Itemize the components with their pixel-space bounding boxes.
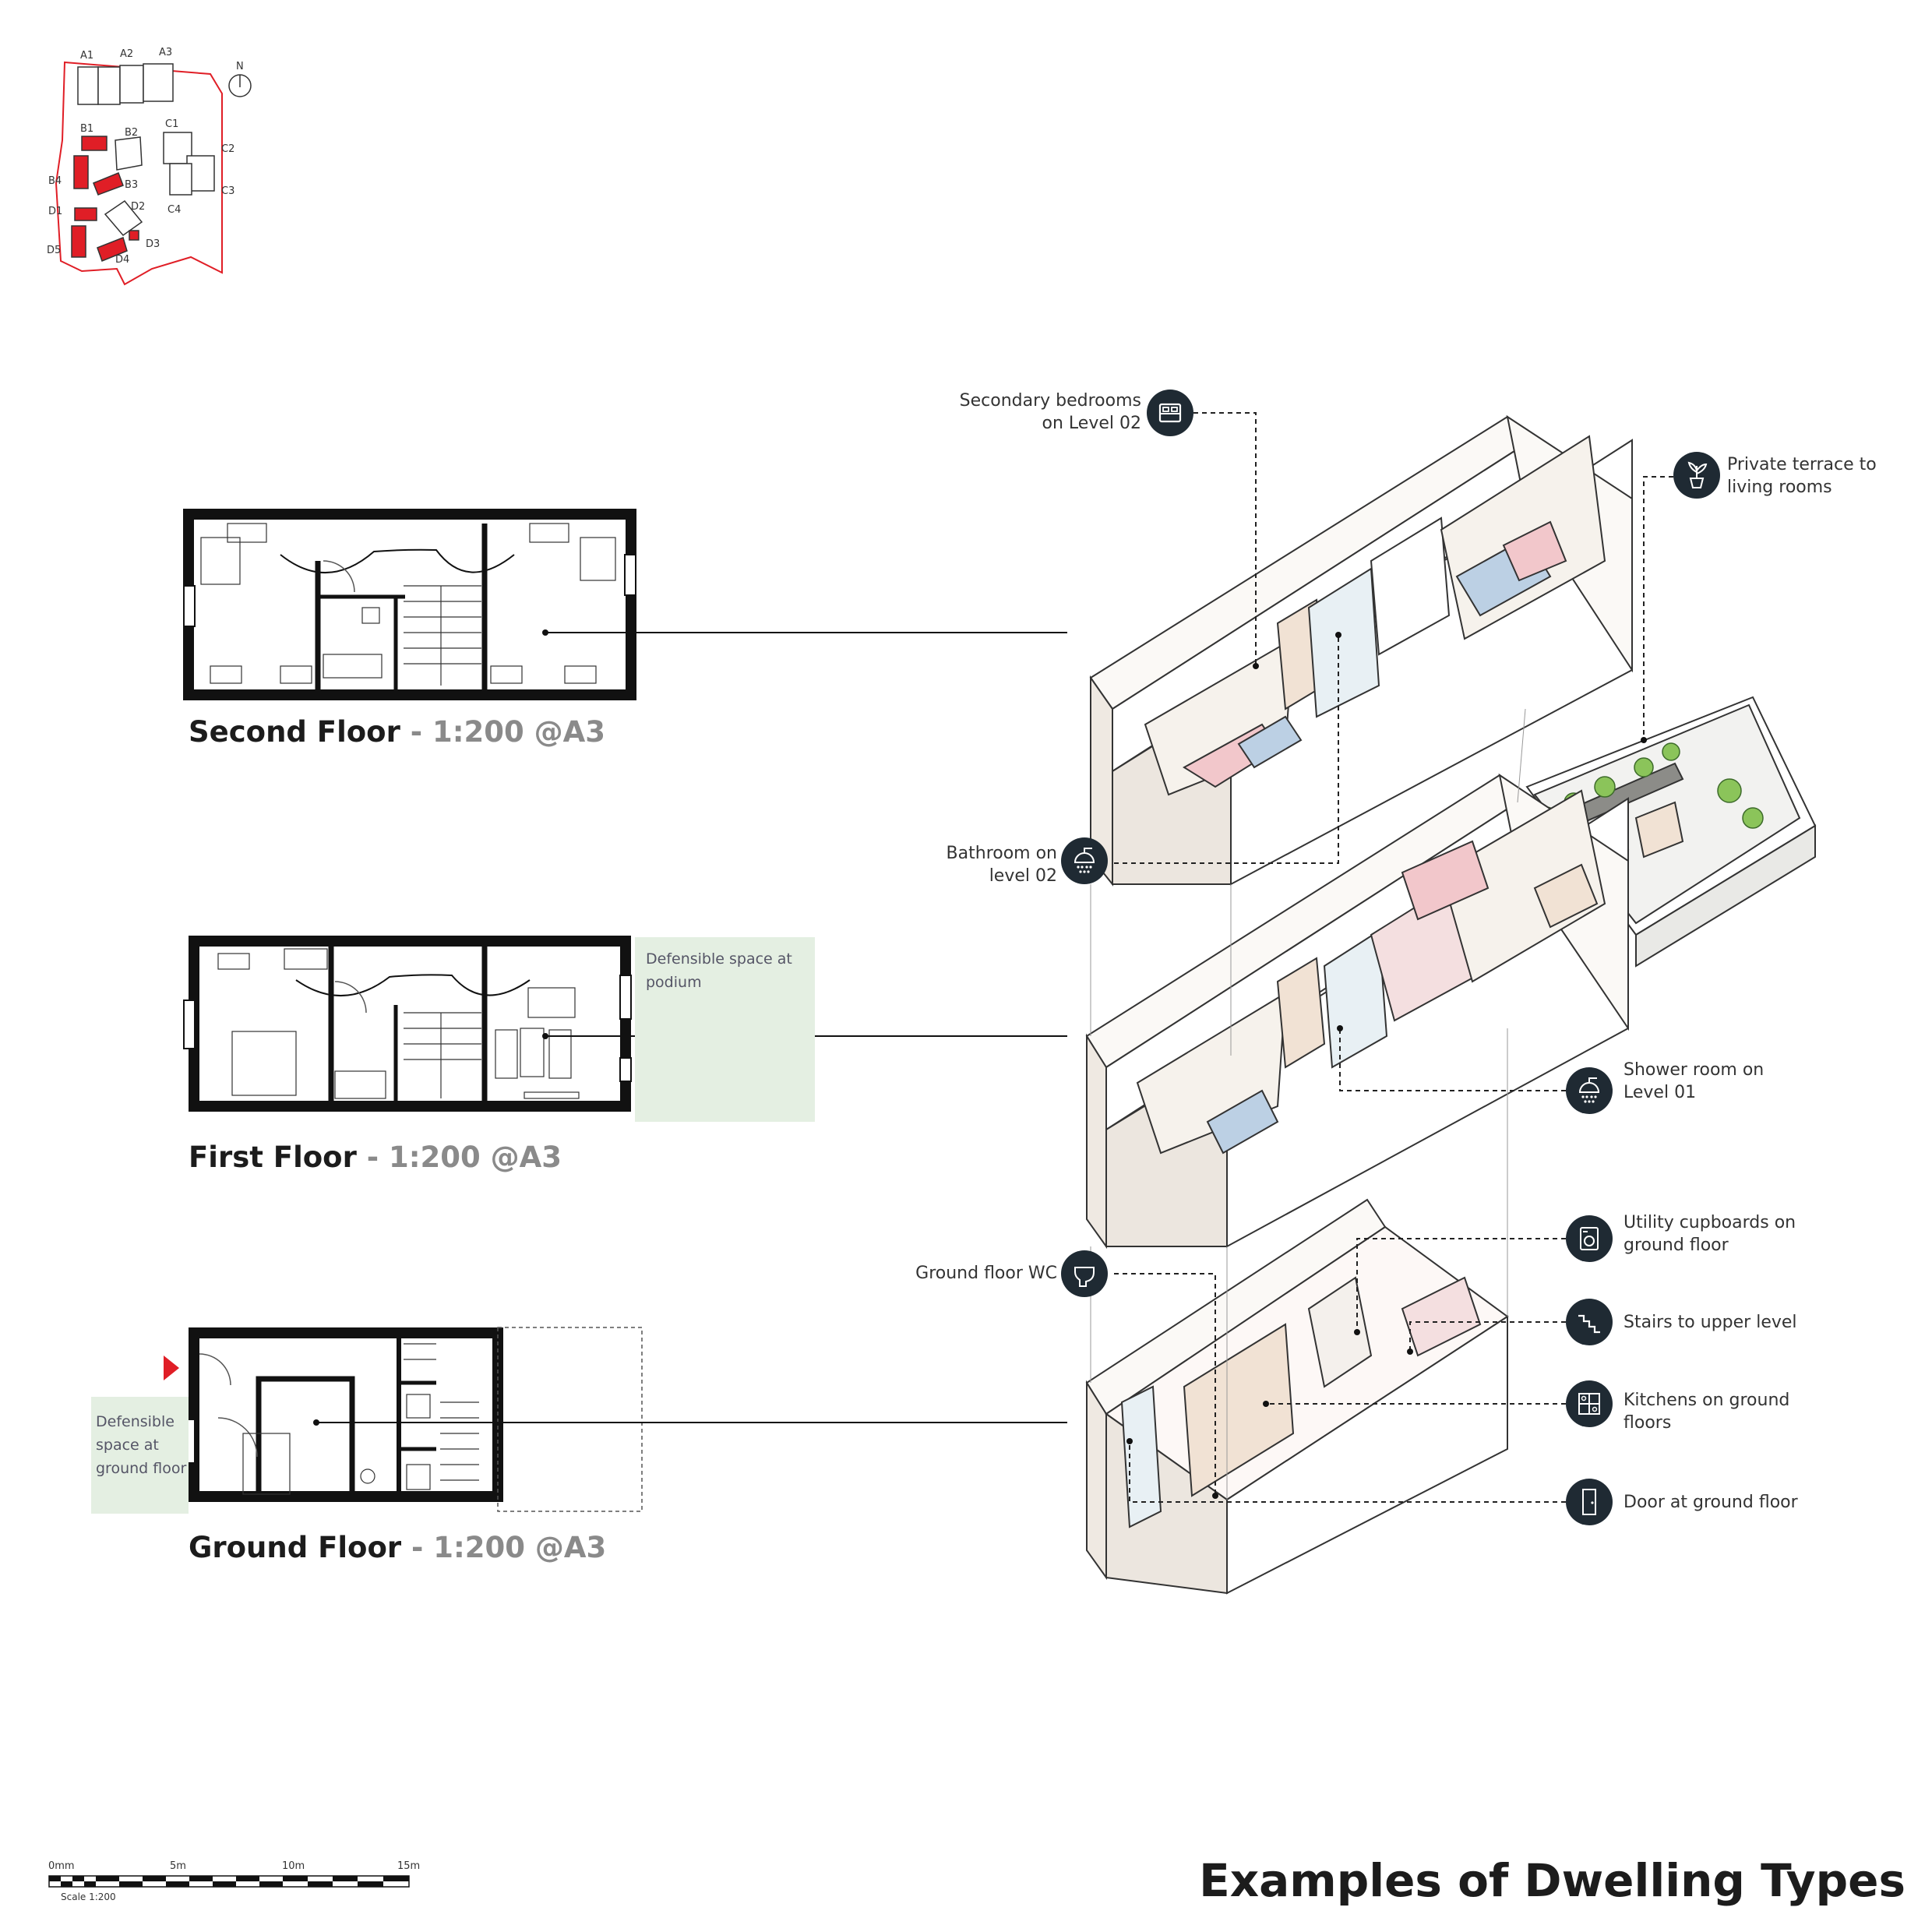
toilet-icon — [1061, 1250, 1108, 1297]
block-label-c2: C2 — [221, 143, 235, 155]
block-label-c4: C4 — [167, 204, 182, 216]
callout-private-terrace: Private terrace to living rooms — [1727, 455, 1877, 497]
callout-utility: Utility cupboards on ground floor — [1624, 1213, 1796, 1255]
block-label-a1: A1 — [80, 50, 94, 62]
bed-icon — [1147, 390, 1193, 436]
scale-tick-0: 0mm — [48, 1860, 75, 1872]
block-label-b2: B2 — [125, 127, 139, 139]
block-label-d3: D3 — [146, 238, 160, 250]
block-label-b4: B4 — [48, 175, 62, 187]
scale-tick-10: 10m — [282, 1860, 305, 1872]
shower-icon — [1566, 1067, 1613, 1114]
block-label-c3: C3 — [221, 185, 235, 197]
isometric-ground-floor — [1087, 1200, 1507, 1593]
first-floor-plan — [184, 941, 1067, 1106]
page-title: Examples of Dwelling Types — [1199, 1854, 1906, 1907]
north-label: N — [236, 61, 244, 72]
callout-bathroom: Bathroom on level 02 — [946, 844, 1057, 886]
block-label-a2: A2 — [120, 48, 134, 60]
door-icon — [1566, 1479, 1613, 1525]
shower-icon — [1061, 837, 1108, 884]
first-floor-title: First Floor - 1:200 @A3 — [189, 1141, 562, 1174]
ground-floor-plan — [164, 1327, 1067, 1511]
block-label-d4: D4 — [115, 254, 130, 266]
defensible-ground-label: Defensible space at ground floor — [96, 1413, 187, 1477]
plant-icon — [1673, 452, 1720, 499]
block-label-d2: D2 — [131, 201, 146, 213]
second-floor-title: Second Floor - 1:200 @A3 — [189, 715, 606, 749]
callout-door: Door at ground floor — [1624, 1493, 1798, 1512]
entrance-arrow-icon — [164, 1356, 179, 1380]
washing-machine-icon — [1566, 1215, 1613, 1262]
ground-floor-title: Ground Floor - 1:200 @A3 — [189, 1531, 607, 1564]
block-label-b3: B3 — [125, 179, 139, 191]
block-label-d1: D1 — [48, 206, 63, 217]
defensible-podium-label: Defensible space at podium — [646, 950, 792, 991]
scale-tick-5: 5m — [170, 1860, 186, 1872]
callout-stairs: Stairs to upper level — [1624, 1313, 1797, 1332]
block-label-a3: A3 — [159, 47, 173, 58]
scale-bar — [49, 1876, 409, 1887]
key-plan — [56, 62, 251, 284]
block-label-b1: B1 — [80, 123, 94, 135]
block-label-d5: D5 — [47, 245, 62, 256]
callout-secondary-bedrooms: Secondary bedrooms on Level 02 — [959, 391, 1141, 433]
callout-ground-wc: Ground floor WC — [915, 1264, 1057, 1283]
kitchen-icon — [1566, 1380, 1613, 1427]
callout-kitchens: Kitchens on ground floors — [1624, 1391, 1790, 1433]
stairs-icon — [1566, 1299, 1613, 1345]
scale-tick-15: 15m — [397, 1860, 421, 1872]
second-floor-plan — [184, 514, 1067, 695]
block-label-c1: C1 — [165, 118, 179, 130]
scale-caption: Scale 1:200 — [61, 1891, 116, 1902]
callout-shower-room: Shower room on Level 01 — [1624, 1060, 1765, 1102]
